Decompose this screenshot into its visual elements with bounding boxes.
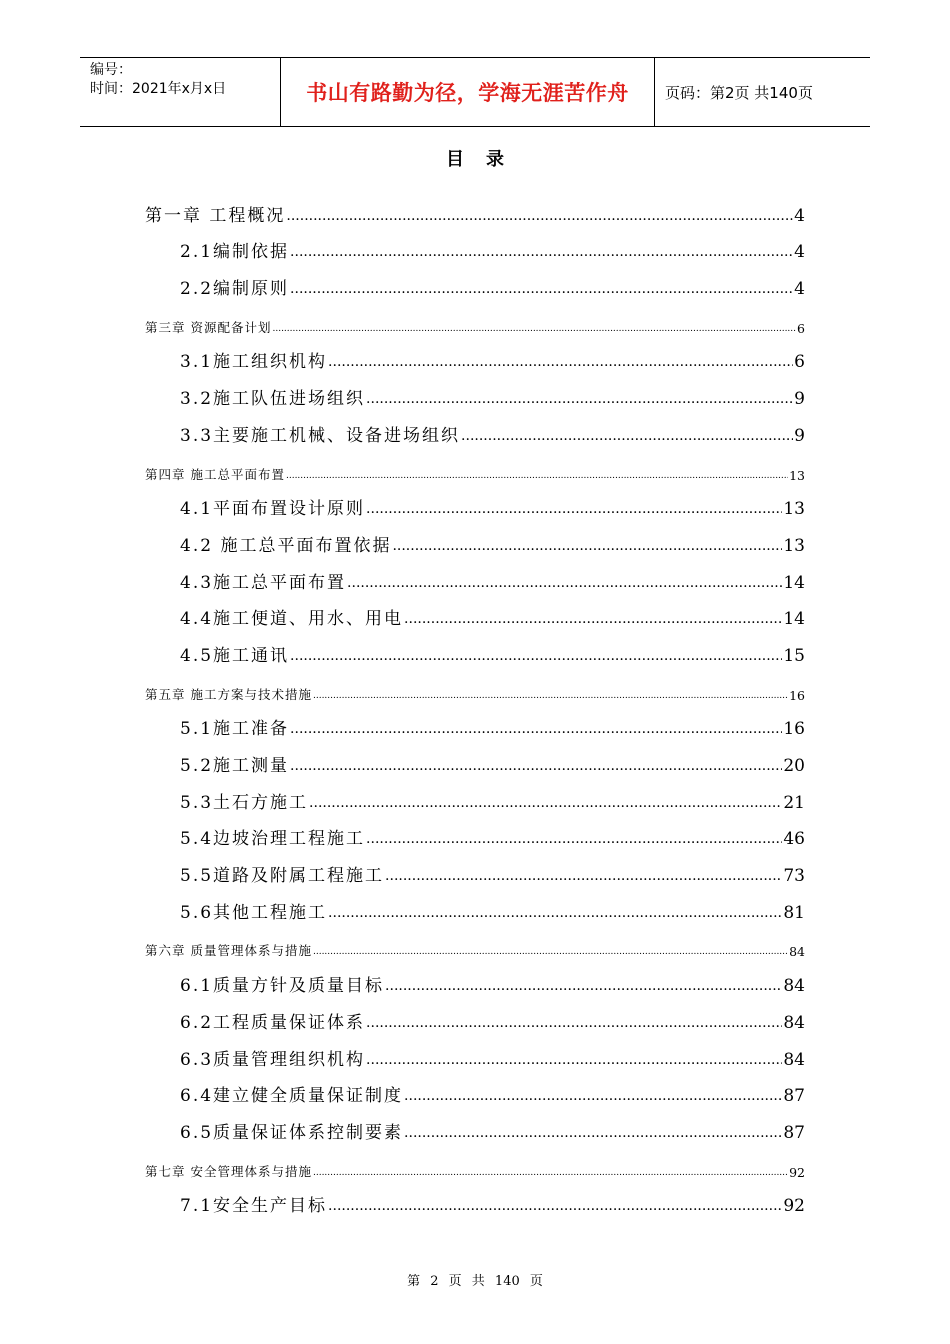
page-header <box>80 57 870 127</box>
toc-entry-page: 6 <box>794 352 805 373</box>
toc-entry-title: 3.3主要施工机械、设备进场组织 <box>180 425 461 446</box>
toc-entry-title: 4.2 施工总平面布置依据 <box>180 535 392 556</box>
toc-entry-page: 13 <box>789 467 805 483</box>
toc-entry-title: 3.2施工队伍进场组织 <box>180 389 366 410</box>
toc-entry[interactable] <box>0 923 805 960</box>
toc-entry[interactable] <box>0 1106 805 1143</box>
toc-entry-title: 第五章 施工方案与技术措施 <box>145 686 312 702</box>
toc-entry-title: 4.3施工总平面布置 <box>180 572 347 593</box>
toc-entry-title: 5.5道路及附属工程施工 <box>180 866 385 887</box>
toc-entry[interactable] <box>0 776 805 813</box>
toc-entry[interactable] <box>0 739 805 776</box>
toc-entry-title: 4.1平面布置设计原则 <box>180 499 366 520</box>
toc-entry[interactable] <box>0 629 805 666</box>
toc-leader-dots <box>328 355 793 372</box>
toc-title: 目录 <box>446 149 526 170</box>
document-time-label: 时间：2021年x月x日 <box>90 81 227 97</box>
toc-leader-dots <box>313 1169 788 1180</box>
toc-entry-title: 2.1编制依据 <box>180 242 290 263</box>
header-motto: 书山有路勤为径，学海无涯苦作舟 <box>281 58 655 126</box>
toc-entry[interactable] <box>0 1070 805 1107</box>
toc-leader-dots <box>313 948 788 959</box>
toc-entry-title: 5.2施工测量 <box>180 756 290 776</box>
toc-entry-page: 9 <box>794 425 805 446</box>
toc-entry-title: 6.3质量管理组织机构 <box>180 1049 366 1070</box>
toc-leader-dots <box>366 392 793 409</box>
toc-leader-dots <box>366 1053 782 1070</box>
toc-leader-dots <box>309 796 782 813</box>
toc-entry-page: 87 <box>783 1086 805 1107</box>
toc-entry-title: 第一章 工程概况 <box>145 205 286 226</box>
toc-entry-page: 20 <box>783 756 805 776</box>
toc-entry-page: 16 <box>789 687 805 703</box>
toc-leader-dots <box>404 1126 782 1143</box>
toc-leader-dots <box>286 209 793 226</box>
toc-leader-dots <box>290 245 793 262</box>
toc-entry[interactable] <box>0 519 805 556</box>
toc-entry[interactable] <box>0 189 805 226</box>
toc-entry[interactable] <box>0 226 805 263</box>
toc-entry[interactable] <box>0 996 805 1033</box>
toc-entry[interactable] <box>0 593 805 630</box>
toc-leader-dots <box>328 906 782 923</box>
toc-entry[interactable] <box>0 336 805 373</box>
toc-entry-title: 6.4建立健全质量保证制度 <box>180 1086 404 1107</box>
toc-entry-title: 第七章 安全管理体系与措施 <box>145 1163 312 1179</box>
toc-entry-page: 46 <box>783 829 805 850</box>
toc-entry-page: 84 <box>783 1012 805 1033</box>
toc-entry-title: 5.3土石方施工 <box>180 792 309 813</box>
toc-entry[interactable] <box>0 409 805 446</box>
toc-entry-title: 第六章 质量管理体系与措施 <box>145 943 312 959</box>
toc-entry-title: 6.2工程质量保证体系 <box>180 1012 366 1033</box>
toc-leader-dots <box>286 472 788 483</box>
toc-leader-dots <box>290 759 782 776</box>
toc-leader-dots <box>290 722 782 739</box>
toc-entry-title: 6.1质量方针及质量目标 <box>180 976 385 997</box>
toc-entry-page: 14 <box>783 572 805 593</box>
toc-entry-page: 4 <box>794 279 805 300</box>
toc-leader-dots <box>385 869 782 886</box>
toc-entry-page: 81 <box>783 902 805 923</box>
toc-leader-dots <box>328 1199 782 1216</box>
toc-entry-title: 第四章 施工总平面布置 <box>145 466 285 482</box>
toc-leader-dots <box>272 325 796 336</box>
toc-entry-title: 4.4施工便道、用水、用电 <box>180 609 404 630</box>
toc-entry[interactable] <box>0 849 805 886</box>
toc-leader-dots <box>366 502 782 519</box>
page-footer: 第 2 页 共 140 页 <box>407 1274 543 1289</box>
document-number-label: 编号： <box>90 62 132 78</box>
toc-entry-title: 5.4边坡治理工程施工 <box>180 829 366 850</box>
toc-entry[interactable] <box>0 556 805 593</box>
toc-entry-title: 第三章 资源配备计划 <box>145 319 272 335</box>
toc-leader-dots <box>366 832 782 849</box>
toc-entry-page: 15 <box>783 645 805 666</box>
toc-entry-page: 73 <box>783 866 805 887</box>
toc-leader-dots <box>392 539 782 556</box>
toc-entry-title: 5.1施工准备 <box>180 719 290 740</box>
toc-entry-page: 14 <box>783 609 805 630</box>
toc-entry-page: 13 <box>783 499 805 520</box>
toc-leader-dots <box>290 282 793 299</box>
toc-entry-page: 4 <box>794 242 805 263</box>
toc-entry[interactable] <box>0 813 805 850</box>
toc-leader-dots <box>366 1016 782 1033</box>
toc-entry-page: 84 <box>783 1049 805 1070</box>
toc-leader-dots <box>404 612 782 629</box>
toc-entry[interactable] <box>0 666 805 703</box>
toc-leader-dots <box>347 576 782 593</box>
toc-entry[interactable] <box>0 372 805 409</box>
toc-entry-page: 92 <box>789 1164 805 1180</box>
toc-entry-page: 16 <box>783 719 805 740</box>
toc-entry-page: 92 <box>783 1196 805 1217</box>
toc-entry[interactable] <box>0 299 805 336</box>
toc-leader-dots <box>385 979 782 996</box>
toc-entry-title: 2.2编制原则 <box>180 279 290 300</box>
toc-entry-page: 84 <box>783 976 805 997</box>
toc-entry[interactable] <box>0 703 805 740</box>
toc-entry-title: 3.1施工组织机构 <box>180 352 328 373</box>
toc-entry[interactable] <box>0 262 805 299</box>
toc-entry-page: 13 <box>783 535 805 556</box>
header-meta <box>80 58 281 126</box>
toc-entry-page: 84 <box>789 944 805 960</box>
toc-leader-dots <box>404 1089 782 1106</box>
toc-entry-page: 9 <box>794 389 805 410</box>
toc-entry-page: 6 <box>797 320 805 336</box>
toc-entry[interactable] <box>0 1180 805 1217</box>
toc-leader-dots <box>313 692 788 703</box>
table-of-contents <box>0 189 950 1216</box>
toc-entry[interactable] <box>0 483 805 520</box>
toc-entry-title: 4.5施工通讯 <box>180 645 290 666</box>
toc-leader-dots <box>290 649 782 666</box>
toc-leader-dots <box>461 429 793 446</box>
toc-entry[interactable] <box>0 446 805 483</box>
toc-entry-page: 87 <box>783 1122 805 1143</box>
toc-entry-title: 7.1安全生产目标 <box>180 1196 328 1217</box>
toc-entry[interactable] <box>0 959 805 996</box>
toc-entry[interactable] <box>0 886 805 923</box>
toc-entry-page: 4 <box>794 205 805 226</box>
toc-entry-title: 6.5质量保证体系控制要素 <box>180 1122 404 1143</box>
toc-entry[interactable] <box>0 1033 805 1070</box>
toc-entry-title: 5.6其他工程施工 <box>180 902 328 923</box>
toc-entry-page: 21 <box>783 792 805 813</box>
toc-entry[interactable] <box>0 1143 805 1180</box>
header-page-info: 页码：第2页 共140页 <box>665 83 813 102</box>
